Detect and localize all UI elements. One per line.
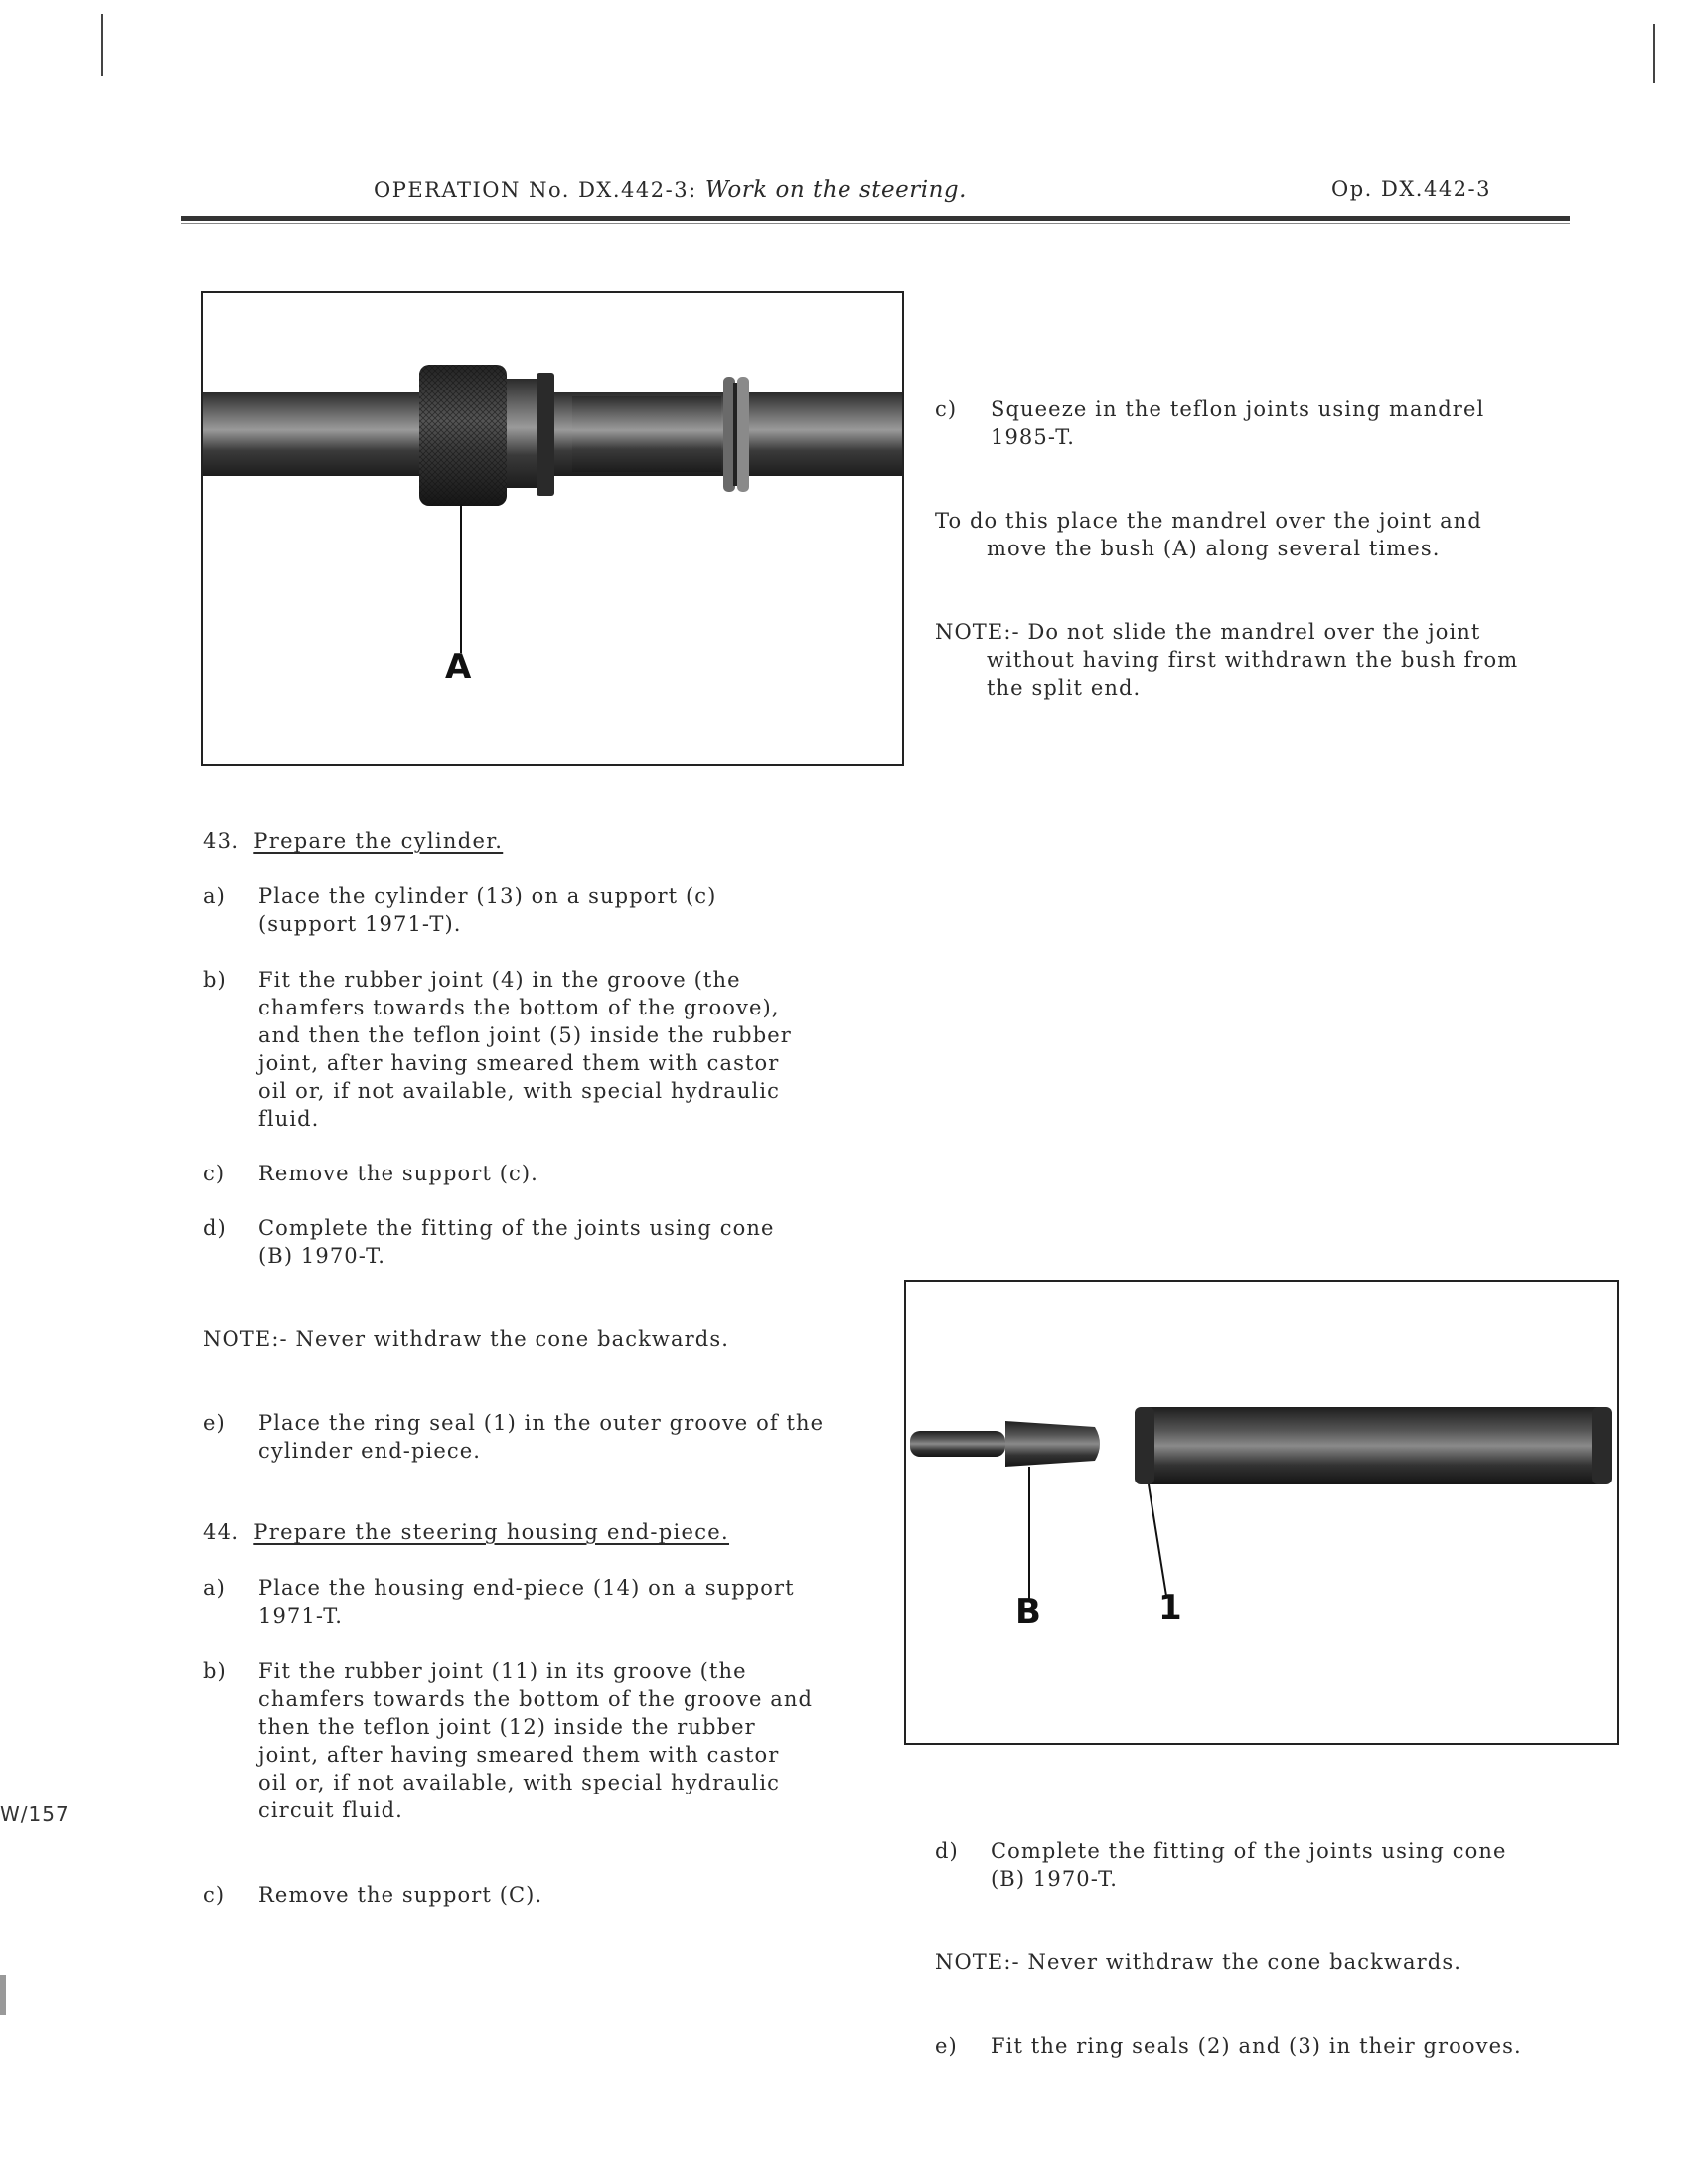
step-text-line: Place the cylinder (13) on a support (c) bbox=[258, 884, 717, 908]
section-number: 43. bbox=[203, 829, 240, 853]
operation-label: OPERATION No. DX.442-3: bbox=[374, 178, 697, 202]
note-line: NOTE:- Do not slide the mandrel over the joint bbox=[935, 620, 1481, 644]
mandrel-illustration bbox=[203, 293, 902, 764]
scan-edge-mark-left bbox=[101, 14, 103, 76]
step-text-line: joint, after having smeared them with castor bbox=[258, 1743, 780, 1767]
step-label: b) bbox=[203, 968, 227, 992]
note-cone-right: NOTE:- Never withdraw the cone backwards. bbox=[935, 1950, 1461, 1974]
section-title: Prepare the cylinder. bbox=[253, 829, 504, 853]
step-text-line: Place the ring seal (1) in the outer groove of the bbox=[258, 1411, 825, 1435]
scan-edge-mark-bottom-left bbox=[0, 1975, 6, 2015]
step-43d bbox=[203, 1214, 878, 1274]
step-text-line: fluid. bbox=[258, 1107, 320, 1131]
step-right-e bbox=[935, 2032, 1630, 2062]
step-label: d) bbox=[935, 1839, 959, 1863]
step-text-line: Squeeze in the teflon joints using mandrel bbox=[991, 397, 1485, 421]
side-reference: W/157 bbox=[0, 1802, 70, 1826]
step-43c bbox=[203, 1160, 878, 1189]
step-right-d bbox=[935, 1837, 1611, 1897]
operation-ref: Op. DX.442-3 bbox=[1331, 177, 1492, 201]
step-text-line: Complete the fitting of the joints using cone bbox=[991, 1839, 1507, 1863]
step-text-line: chamfers towards the bottom of the groove), bbox=[258, 996, 780, 1019]
step-label: c) bbox=[935, 397, 958, 421]
cone-cylinder-illustration bbox=[906, 1282, 1617, 1743]
step-label: e) bbox=[935, 2034, 958, 2058]
figure-cone-photo bbox=[904, 1280, 1619, 1745]
step-44a bbox=[203, 1574, 878, 1634]
step-43a bbox=[203, 882, 878, 942]
note-cone-43: NOTE:- Never withdraw the cone backwards. bbox=[203, 1327, 729, 1351]
step-text-line: then the teflon joint (12) inside the rubber bbox=[258, 1715, 756, 1739]
section-43-heading bbox=[203, 827, 503, 855]
step-44b bbox=[203, 1657, 898, 1826]
step-label: c) bbox=[203, 1883, 226, 1907]
step-43e bbox=[203, 1409, 918, 1469]
step-label: e) bbox=[203, 1411, 226, 1435]
step-label: c) bbox=[203, 1162, 226, 1185]
note-line: without having first withdrawn the bush from bbox=[987, 648, 1519, 672]
step-44c bbox=[203, 1881, 878, 1911]
step-label: a) bbox=[203, 884, 226, 908]
note-mandrel bbox=[935, 618, 1630, 702]
step-text-line: oil or, if not available, with special hydraulic bbox=[258, 1079, 780, 1103]
step-text-line: 1971-T. bbox=[258, 1604, 344, 1628]
step-43b bbox=[203, 966, 878, 1135]
step-text-line: circuit fluid. bbox=[258, 1798, 403, 1822]
figure-label-1: 1 bbox=[1158, 1588, 1182, 1628]
step-label: b) bbox=[203, 1659, 227, 1683]
step-text-line: and then the teflon joint (5) inside the rubber bbox=[258, 1023, 792, 1047]
step-text-line: joint, after having smeared them with castor bbox=[258, 1051, 780, 1075]
step-label: a) bbox=[203, 1576, 226, 1600]
operation-title: Work on the steering. bbox=[704, 177, 967, 203]
step-text-line: (B) 1970-T. bbox=[991, 1867, 1118, 1891]
paragraph-line: To do this place the mandrel over the joint and bbox=[935, 509, 1482, 533]
step-text-line: cylinder end-piece. bbox=[258, 1439, 482, 1463]
step-text-line: Remove the support (c). bbox=[258, 1162, 538, 1185]
figure-label-a: A bbox=[445, 647, 472, 687]
step-text-line: (B) 1970-T. bbox=[258, 1244, 385, 1268]
section-title: Prepare the steering housing end-piece. bbox=[253, 1520, 730, 1544]
step-text-line: chamfers towards the bottom of the groove and bbox=[258, 1687, 814, 1711]
step-text-line: Complete the fitting of the joints using cone bbox=[258, 1216, 775, 1240]
step-squeeze-joints bbox=[935, 395, 1591, 455]
section-number: 44. bbox=[203, 1520, 240, 1544]
step-text-line: 1985-T. bbox=[991, 425, 1076, 449]
step-text-line: Remove the support (C). bbox=[258, 1883, 543, 1907]
step-text-line: Fit the rubber joint (11) in its groove (the bbox=[258, 1659, 747, 1683]
figure-mandrel-photo bbox=[201, 291, 904, 766]
step-text-line: (support 1971-T). bbox=[258, 912, 462, 936]
page-header bbox=[374, 177, 1367, 203]
step-text-line: Fit the ring seals (2) and (3) in their grooves. bbox=[991, 2034, 1522, 2058]
paragraph-line: move the bush (A) along several times. bbox=[987, 537, 1441, 560]
header-rule-thin bbox=[181, 223, 1570, 224]
figure-label-b: B bbox=[1015, 1592, 1041, 1632]
step-text-line: Place the housing end-piece (14) on a support bbox=[258, 1576, 795, 1600]
scan-edge-mark-right bbox=[1653, 24, 1655, 83]
step-text-line: Fit the rubber joint (4) in the groove (the bbox=[258, 968, 741, 992]
paragraph-todo bbox=[935, 507, 1591, 562]
step-label: d) bbox=[203, 1216, 227, 1240]
step-text-line: oil or, if not available, with special hydraulic bbox=[258, 1771, 780, 1794]
note-line: the split end. bbox=[987, 676, 1142, 700]
section-44-heading bbox=[203, 1518, 729, 1546]
header-rule bbox=[181, 216, 1570, 221]
